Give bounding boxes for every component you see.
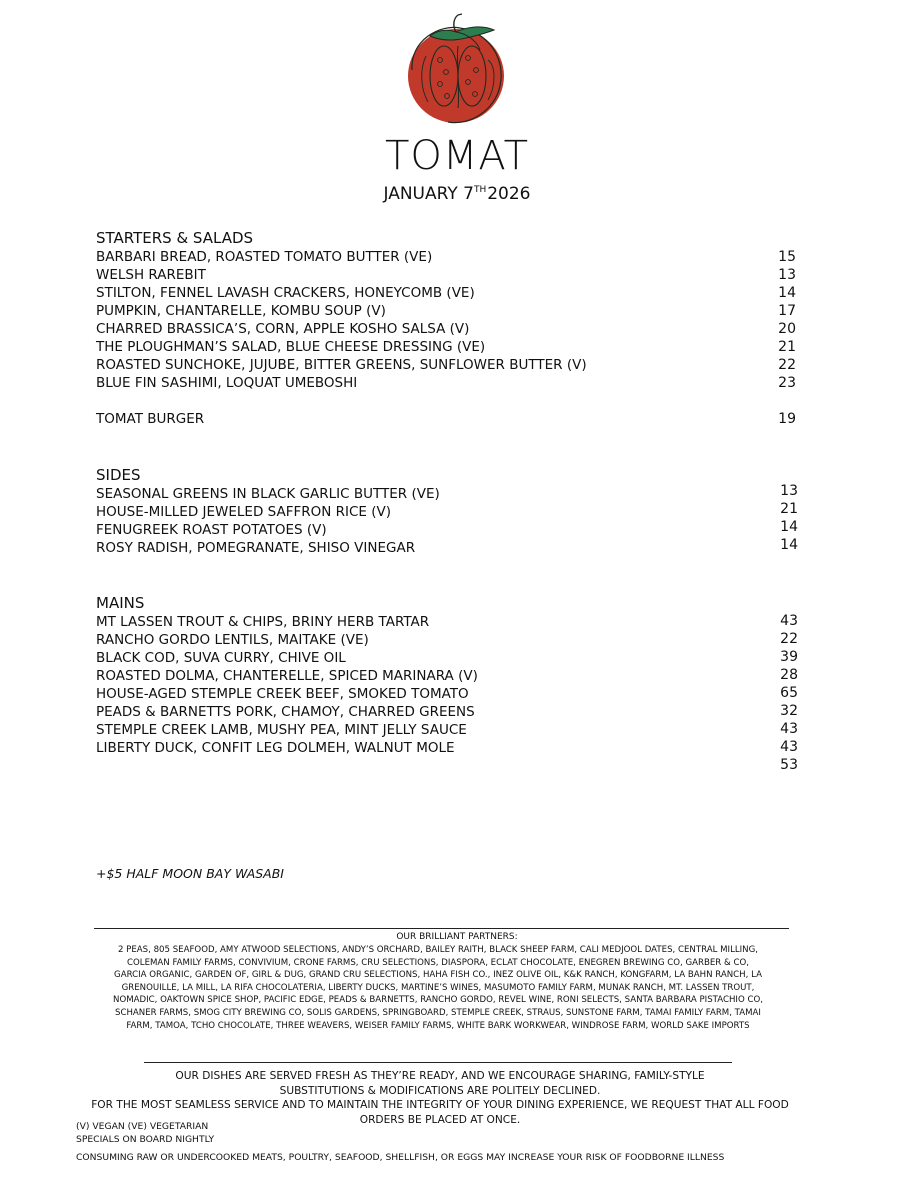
item-price: 14 <box>780 537 798 553</box>
menu-item <box>96 248 798 266</box>
partners-list: 2 PEAS, 805 SEAFOOD, AMY ATWOOD SELECTIONS, ANDY’S ORCHARD, BAILEY RAITH, BLACK SHEEP FARM, CALI MEDJOOL DATES, CENTRAL MILLING, COLEMAN FAMILY FARMS, CONVIVIUM, CRONE FARMS, CRU SELECTIONS, DIASPORA, ECLAT CHOCOLATE, ENEGREN BREWING CO, GARBER & CO, GARCIA ORGANIC, GARDEN OF, GIRL & DUG, GRAND CRU SELECTIONS, HAHA FISH CO., INEZ OLIVE OIL, K&K RANCH, KONGFARM, LA BAHN RANCH, LA GRENOUILLE, LA MILL, LA RIFA CHOCOLATERIA, LIBERTY DUCKS, MARTINE’S WINES, MASUMOTO FAMILY FARM, MUNAK RANCH, MT. LASSEN TROUT, NOMADIC, OAKTOWN SPICE SHOP, PACIFIC EDGE, PEADS & BARNETTS, RANCHO GORDO, REVEL WINE, RONI SELECTS, SANTA BARBARA PISTACHIO CO, SCHANER FARMS, SMOG CITY BREWING CO, SOLIS GARDENS, SPRINGBOARD, STEMPLE CREEK, STRAUS, SUNSTONE FARM, TAMAI FAMILY FARM, TAMAI FARM, TAMOA, TCHO CHOCOLATE, THREE WEAVERS, WEISER FAMILY FARMS, WHITE BARK WORKWEAR, WINDROSE FARM, WORLD SAKE IMPORTS <box>113 945 763 1031</box>
sides-prices <box>760 482 798 554</box>
menu-item <box>96 649 798 667</box>
item-price: 13 <box>778 267 796 283</box>
date-year: 2026 <box>487 184 531 204</box>
dietary-legend <box>76 1120 214 1146</box>
item-price: 32 <box>780 703 798 719</box>
item-price: 43 <box>780 739 798 755</box>
menu-item <box>96 338 798 356</box>
item-price: 21 <box>780 501 798 517</box>
item-name: RANCHO GORDO LENTILS, MAITAKE (VE) <box>96 632 369 648</box>
item-name: LIBERTY DUCK, CONFIT LEG DOLMEH, WALNUT MOLE <box>96 740 455 756</box>
item-price: 21 <box>778 339 796 355</box>
item-name: WELSH RAREBIT <box>96 267 206 283</box>
legend-line: (V) VEGAN (VE) VEGETARIAN <box>76 1121 209 1132</box>
item-name: ROASTED DOLMA, CHANTERELLE, SPICED MARINARA (V) <box>96 668 478 684</box>
menu-item <box>96 631 798 649</box>
menu-item <box>96 320 798 338</box>
starters-list <box>96 248 798 392</box>
menu-item <box>96 356 798 374</box>
item-price: 53 <box>780 757 798 773</box>
item-price: 22 <box>780 631 798 647</box>
notice-line: SUBSTITUTIONS & MODIFICATIONS ARE POLITELY DECLINED. <box>279 1084 601 1097</box>
notice-line: OUR DISHES ARE SERVED FRESH AS THEY’RE READY, AND WE ENCOURAGE SHARING, FAMILY-STYLE <box>175 1070 705 1082</box>
item-name: ROSY RADISH, POMEGRANATE, SHISO VINEGAR <box>96 540 416 556</box>
item-name: BLUE FIN SASHIMI, LOQUAT UMEBOSHI <box>96 375 358 391</box>
date-suffix: TH <box>473 185 487 195</box>
item-name: PEADS & BARNETTS PORK, CHAMOY, CHARRED GREENS <box>96 704 475 720</box>
sides-list <box>96 485 798 557</box>
item-name: SEASONAL GREENS IN BLACK GARLIC BUTTER (VE) <box>96 486 440 502</box>
mains-list <box>96 613 798 757</box>
restaurant-title: TOMAT <box>384 133 530 179</box>
item-price: 19 <box>778 411 796 427</box>
burger-row <box>96 410 798 428</box>
legend-line: SPECIALS ON BOARD NIGHTLY <box>76 1134 215 1145</box>
item-price: 15 <box>778 249 796 265</box>
item-price: 20 <box>778 321 796 337</box>
mains-prices <box>760 612 798 774</box>
menu-item <box>96 410 798 428</box>
item-name: BLACK COD, SUVA CURRY, CHIVE OIL <box>96 650 346 666</box>
menu-item <box>96 703 798 721</box>
item-name: HOUSE-MILLED JEWELED SAFFRON RICE (V) <box>96 504 392 520</box>
divider <box>144 1062 732 1063</box>
menu-item <box>96 739 798 757</box>
menu-item <box>96 302 798 320</box>
item-name: ROASTED SUNCHOKE, JUJUBE, BITTER GREENS, SUNFLOWER BUTTER (V) <box>96 357 587 373</box>
menu-item <box>96 503 798 521</box>
menu-item <box>96 539 798 557</box>
health-disclaimer: CONSUMING RAW OR UNDERCOOKED MEATS, POULTRY, SEAFOOD, SHELLFISH, OR EGGS MAY INCREASE YOUR RISK OF FOODBORNE ILLNESS <box>76 1152 725 1163</box>
menu-item <box>96 266 798 284</box>
addon-note: +$5 HALF MOON BAY WASABI <box>96 866 284 881</box>
item-price: 43 <box>780 613 798 629</box>
notice-line: FOR THE MOST SEAMLESS SERVICE AND TO MAINTAIN THE INTEGRITY OF YOUR DINING EXPERIENCE, WE REQUEST THAT ALL FOOD ORDERS BE PLACED AT ONCE. <box>91 1099 789 1126</box>
item-price: 13 <box>780 483 798 499</box>
item-name: HOUSE-AGED STEMPLE CREEK BEEF, SMOKED TOMATO <box>96 686 469 702</box>
item-name: STILTON, FENNEL LAVASH CRACKERS, HONEYCOMB (VE) <box>96 285 475 301</box>
mains-heading: MAINS <box>96 594 145 612</box>
starters-heading: STARTERS & SALADS <box>96 229 254 247</box>
menu-item <box>96 667 798 685</box>
sides-heading: SIDES <box>96 466 141 484</box>
item-price: 14 <box>780 519 798 535</box>
menu-item <box>96 721 798 739</box>
item-price: 28 <box>780 667 798 683</box>
menu-item <box>96 685 798 703</box>
menu-item <box>96 374 798 392</box>
item-price: 43 <box>780 721 798 737</box>
tomato-icon <box>400 10 512 128</box>
menu-item <box>96 485 798 503</box>
item-name: STEMPLE CREEK LAMB, MUSHY PEA, MINT JELLY SAUCE <box>96 722 467 738</box>
divider <box>94 928 789 929</box>
item-name: TOMAT BURGER <box>96 411 205 427</box>
item-price: 65 <box>780 685 798 701</box>
menu-item <box>96 613 798 631</box>
menu-item <box>96 284 798 302</box>
item-price: 17 <box>778 303 796 319</box>
item-price: 22 <box>778 357 796 373</box>
item-name: PUMPKIN, CHANTARELLE, KOMBU SOUP (V) <box>96 303 386 319</box>
item-name: CHARRED BRASSICA’S, CORN, APPLE KOSHO SALSA (V) <box>96 321 470 337</box>
partners-title: OUR BRILLIANT PARTNERS: <box>396 932 518 942</box>
item-price: 14 <box>778 285 796 301</box>
date-main: JANUARY 7 <box>383 184 474 204</box>
service-notice <box>80 1069 800 1127</box>
menu-date <box>0 180 914 204</box>
item-price: 23 <box>778 375 796 391</box>
item-name: THE PLOUGHMAN’S SALAD, BLUE CHEESE DRESSING (VE) <box>96 339 486 355</box>
item-name: BARBARI BREAD, ROASTED TOMATO BUTTER (VE) <box>96 249 433 265</box>
item-name: MT LASSEN TROUT & CHIPS, BRINY HERB TARTAR <box>96 614 430 630</box>
item-price: 39 <box>780 649 798 665</box>
item-name: FENUGREEK ROAST POTATOES (V) <box>96 522 327 538</box>
menu-item <box>96 521 798 539</box>
